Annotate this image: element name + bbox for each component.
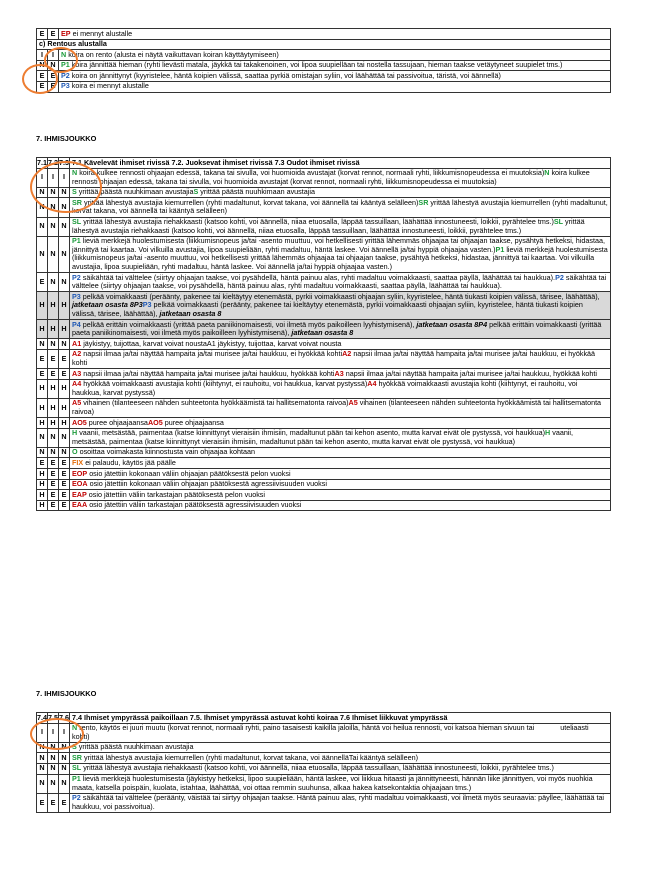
score-cell: E xyxy=(48,458,59,469)
table-body xyxy=(37,168,611,511)
description-text: napsii ilmaa ja/tai näyttää hampaita ja/tai murisee ja/tai haukkuu, hyökkää kohti xyxy=(345,368,598,378)
code-label: EOP xyxy=(72,468,88,478)
score-cell: N xyxy=(59,774,70,793)
code-label: EAP xyxy=(72,489,87,499)
description-text: yrittää lähestyä avustajia riehakkaasti (katsoo kohti, voi äännellä, niiaa etuosalla, läppää tassuillaan, läähättää innostuneesti, loikkii, pyrähtelee tms.) xyxy=(83,217,554,227)
code-label: SR xyxy=(418,197,429,207)
description-text: yrittää päästä nuuhkimaan avustajia xyxy=(78,187,194,197)
description-cell xyxy=(70,458,611,469)
score-cell: I xyxy=(48,168,59,187)
continuation-note: jatketaan osasta 8P4 xyxy=(416,319,488,329)
description-cell xyxy=(70,379,611,398)
code-label: A5 xyxy=(72,398,82,408)
score-cell: H xyxy=(37,418,48,429)
score-cell: E xyxy=(37,349,48,368)
score-cell: I xyxy=(59,168,70,187)
code-label: SL xyxy=(553,217,564,227)
score-cell: H xyxy=(37,490,48,501)
code-label: P2 xyxy=(72,793,81,803)
score-cell: E xyxy=(48,500,59,511)
table-row xyxy=(37,198,611,217)
score-cell: E xyxy=(48,369,59,380)
score-cell: I xyxy=(48,50,59,61)
description-text: osio jätettiin kokonaan väliin ohjaajan päätöksestä agressiivisuuden vuoksi xyxy=(89,479,327,489)
table-row xyxy=(37,723,611,742)
code-label: N xyxy=(61,49,67,59)
description-text: vihainen (tilanteeseen nähden suhteetonta hyökkäämistä tai hallitsematonta raivoa) xyxy=(83,398,349,408)
description-text: napsii ilmaa ja/tai näyttää hampaita ja/tai murisee ja/tai haukkuu, ei hyökkää kohti xyxy=(72,349,596,367)
code-label: A2 xyxy=(342,349,352,359)
table-row xyxy=(37,217,611,236)
description-cell xyxy=(70,217,611,236)
score-cell: H xyxy=(59,320,70,339)
score-cell: E xyxy=(48,490,59,501)
description-text: napsii ilmaa ja/tai näyttää hampaita ja/tai murisee ja/tai haukkuu, hyökkää kohti xyxy=(83,368,335,378)
description-text: yrittää lähestyä avustajia kiemurrellen (ryhti madaltunut, korvat takana, voi äännellä tai kääntyä selälleen) xyxy=(84,197,419,207)
score-cell: E xyxy=(59,458,70,469)
code-label: P3 xyxy=(142,300,152,310)
table-header-row xyxy=(37,158,611,169)
description-cell xyxy=(70,418,611,429)
score-cell: H xyxy=(59,398,70,417)
code-label: H xyxy=(545,428,551,438)
table-row xyxy=(37,187,611,198)
code-label: A4 xyxy=(72,379,82,389)
description-cell xyxy=(70,320,611,339)
description-text: säikähtää tai välttelee (peräänty, väistää tai siirtyy ohjaajan taakse. Häntä painuu alas, ryhti madaltuu voimakkaasti, voi ilmetä myös seuraavia: päyllee, läähättää tai haukkuu, voi passivoitua). xyxy=(72,793,605,811)
continuation-note: jatketaan osasta 8 xyxy=(159,309,222,318)
score-cell: I xyxy=(37,723,48,742)
score-cell: N xyxy=(48,753,59,764)
score-cell: N xyxy=(59,428,70,447)
score-cell: N xyxy=(48,763,59,774)
score-cell: N xyxy=(37,742,48,753)
score-cell: N xyxy=(48,742,59,753)
score-cell: N xyxy=(59,187,70,198)
table-row xyxy=(37,469,611,480)
code-label: AO5 xyxy=(147,417,163,427)
description-text: yrittää lähestyä avustajia kiemurrellen (ryhti madaltunut, korvat takana, voi äännellä tai kääntyä selälleen) xyxy=(72,197,608,216)
description-text: napsii ilmaa ja/tai näyttää hampaita ja/tai murisee ja/tai haukkuu, ei hyökkää kohti xyxy=(83,349,343,359)
score-cell: N xyxy=(48,447,59,458)
score-cell: E xyxy=(59,479,70,490)
table-row xyxy=(37,500,611,511)
score-cell: H xyxy=(37,469,48,480)
score-cell: N xyxy=(48,217,59,236)
score-cell: H xyxy=(48,418,59,429)
description-text: lieviä merkkejä huolestumisesta (liikkumisnopeus ja/tai -asento muuttuu, voi hetkellisesti yrittää lähemmäs ohjaajaa tai ohjaajan taakse, pysähtyä hetkeksi, hidastaa, jännittyä tai kaartaa. Voi vilkuilla avustajia, lipoa suupieliään, ryhti madaltuu, häntä laskee. Voi äännellä ja/tai hyppiä ohjaajaa vasten.) xyxy=(72,244,608,272)
score-cell: E xyxy=(59,793,70,812)
code-label: A3 xyxy=(334,368,344,378)
score-cell: E xyxy=(37,71,48,82)
score-cell: E xyxy=(48,479,59,490)
description-cell xyxy=(70,447,611,458)
code-label: EAA xyxy=(72,500,88,510)
description-text: vaanii, metsästää, paimentaa (katse kiinnittynyt vieraisiin ihmisiin, madaltunut pään tai kehon asento, mutta karvat eivät ole pystyssä, voi haukkua) xyxy=(79,428,546,438)
description-text: vihainen (tilanteeseen nähden suhteetonta hyökkäämistä tai hallitsematonta raivoa) xyxy=(72,398,602,416)
section-header: c) Rentous alustalla xyxy=(37,39,611,50)
description-text: puree ohjaajaansa xyxy=(164,417,224,427)
code-label: P2 xyxy=(72,272,81,282)
score-cell: H xyxy=(59,418,70,429)
description-cell xyxy=(70,187,611,198)
description-text: rento, käytös ei juuri muutu (korvat rennot, normaali ryhti, paino tasaisesti kaikilla jaloilla, häntä voi heilua rennosti, voi katsoa hieman sivuun tai xyxy=(79,723,535,733)
table-row xyxy=(37,292,611,320)
table-row xyxy=(37,168,611,187)
score-cell: H xyxy=(48,292,59,320)
score-cell: H xyxy=(37,320,48,339)
code-label: A1 xyxy=(72,338,82,348)
table-row xyxy=(37,490,611,501)
description-text: koira kulkee rennosti ohjaajan edessä, takana tai sivulla, voi huomioida avustajat (korvat rennot, normaali ryhti, liikkumisnopeudessa ei muutoksia) xyxy=(79,168,545,178)
score-cell: N xyxy=(48,774,59,793)
description-cell xyxy=(70,763,611,774)
description-cell xyxy=(70,479,611,490)
table-row xyxy=(37,349,611,368)
table-row xyxy=(37,793,611,812)
score-cell: N xyxy=(59,198,70,217)
score-cell: E xyxy=(37,273,48,292)
description-cell xyxy=(70,168,611,187)
column-header: 7.6 xyxy=(59,712,69,722)
score-cell: N xyxy=(48,236,59,272)
score-cell: N xyxy=(37,217,48,236)
score-cell: H xyxy=(48,398,59,417)
description-cell xyxy=(70,349,611,368)
description-cell xyxy=(59,81,611,92)
score-cell: E xyxy=(37,793,48,812)
description-text: yrittää päästä nuuhkimaan avustajia xyxy=(200,187,315,197)
table-row xyxy=(37,369,611,380)
score-cell: N xyxy=(48,339,59,350)
score-cell: E xyxy=(59,500,70,511)
table-row xyxy=(37,428,611,447)
column-header: 7.5 xyxy=(48,712,58,722)
description-text: yrittää lähestyä avustajia kiemurrellen (ryhti madaltunut, korvat takana, voi äännelläTai kääntyä selälleen) xyxy=(84,752,418,762)
description-text: ei palaudu, käytös jää päälle xyxy=(85,457,176,467)
score-cell: H xyxy=(37,379,48,398)
code-label: N xyxy=(72,723,78,733)
rentous-table xyxy=(36,28,611,93)
code-label: FIX xyxy=(72,457,84,467)
description-text: ei mennyt alustalle xyxy=(72,28,133,38)
column-header: 7.1 Kävelevät ihmiset rivissä 7.2. Juoksevat ihmiset rivissä 7.3 Oudot ihmiset rivissä xyxy=(70,158,611,169)
table-row xyxy=(37,339,611,350)
table-body xyxy=(37,723,611,812)
score-cell: E xyxy=(48,469,59,480)
score-cell: I xyxy=(59,723,70,742)
description-cell xyxy=(70,398,611,417)
code-label: AO5 xyxy=(72,417,87,427)
table-header-row xyxy=(37,713,611,724)
description-cell xyxy=(59,60,611,71)
table-row xyxy=(37,479,611,490)
description-text: lieviä merkkejä huolestumisesta (jäykistyy hetkeksi, lipoo suupieliään, häntä laskee, voi liikkua hitaasti ja jännittyneesti, hännän liike jännittyen, voi myös nuohkia maata, katsella poispäin, kuolata, istahtaa, läähättää, voi ottaa remmin suuhunsa, alkaa hakea katsekontaktia ohjaajaan tms.) xyxy=(72,774,593,792)
description-text: pelkää erittäin voimakkaasti (yrittää paeta paniikinomaisesti, voi ilmetä myös paikoilleen lyyhistymisenä), xyxy=(82,319,415,329)
description-cell xyxy=(70,369,611,380)
description-text: hyökkää voimakkaasti avustajia kohti (kiihtynyt, ei rauhoitu, voi haukkua, karvat pystyssä) xyxy=(83,379,368,389)
table-row xyxy=(37,753,611,764)
table-row xyxy=(37,398,611,417)
description-text: osio jätettiin väliin tarkastajan päätöksestä agressiivisuuden vuoksi xyxy=(89,500,302,510)
description-text: säikähtää tai välttelee (siirtyy ohjaajan taakse, voi pysähdellä, häntä painuu alas, ryhti madaltuu voimakkaasti, saattaa päyllä, läähättää tai haukkua). xyxy=(82,272,556,282)
description-text: osio jätettiin väliin tarkastajan päätöksestä pelon vuoksi xyxy=(88,489,265,499)
description-text: uteliaasti kohti) xyxy=(72,723,589,741)
description-text: koira on rento (alusta ei näytä vaikuttavan koiran käyttäytymiseen) xyxy=(68,49,279,59)
code-label: SL xyxy=(72,763,82,773)
column-header: 7.1 xyxy=(37,157,47,167)
table-row xyxy=(37,763,611,774)
description-cell xyxy=(70,469,611,480)
code-label: S xyxy=(193,187,199,197)
score-cell: N xyxy=(37,447,48,458)
section-header-row xyxy=(37,39,611,50)
code-label: A2 xyxy=(72,349,82,359)
description-cell xyxy=(70,292,611,320)
section-title: 7. IHMISJOUKKO xyxy=(36,134,97,143)
score-cell: N xyxy=(59,236,70,272)
score-cell: N xyxy=(37,198,48,217)
table-row xyxy=(37,273,611,292)
description-text: koira jännittää hieman (ryhti lievästi matala, jäykkä tai takakenoinen, voi lipoa suupielläan tai nostella tassujaan, hieman taakse vetäytyneet suupielet tms.) xyxy=(71,60,563,70)
column-header: 7.3 xyxy=(59,157,69,167)
table-row xyxy=(37,447,611,458)
score-cell: N xyxy=(48,428,59,447)
code-label: SL xyxy=(72,217,82,227)
description-text: koira kulkee rennosti ohjaajan edessä, takana tai sivulla, voi huomioida avustajat (korvat rennot, normaali ryhti, liikkumisnopeudessa ei muutoksia) xyxy=(72,168,590,186)
score-cell: E xyxy=(48,81,59,92)
description-cell xyxy=(70,753,611,764)
table-row xyxy=(37,742,611,753)
ihmisjoukko-table-2 xyxy=(36,712,611,813)
score-cell: N xyxy=(37,60,48,71)
score-cell: N xyxy=(59,273,70,292)
description-text: osio jätettiin kokonaan väliin ohjaajan päätöksestä pelon vuoksi xyxy=(89,468,291,478)
description-cell xyxy=(70,236,611,272)
ihmisjoukko-table-1 xyxy=(36,157,611,511)
table-row xyxy=(37,71,611,82)
table-row xyxy=(37,379,611,398)
code-label: P3 xyxy=(61,81,70,91)
description-text: pelkää voimakkaasti (peräänty, pakenee tai kieltäytyy etenemästä, pyrkii voimakkaasti ohjaajan syliin, kyyristelee, häntä tiukasti koipien välissä, tärisee, läähättää), xyxy=(82,291,600,301)
column-header: 7.4 xyxy=(37,712,47,722)
code-label: S xyxy=(72,187,77,197)
table-row xyxy=(37,418,611,429)
score-cell: N xyxy=(59,742,70,753)
continuation-note: jatketaan osasta 8P3 xyxy=(72,300,143,310)
code-label: EP xyxy=(61,28,71,38)
score-cell: H xyxy=(48,379,59,398)
description-cell xyxy=(70,723,611,742)
description-cell xyxy=(70,774,611,793)
score-cell: I xyxy=(37,50,48,61)
code-label: SR xyxy=(72,197,82,207)
score-cell: N xyxy=(37,236,48,272)
score-cell: E xyxy=(48,29,59,40)
table-row xyxy=(37,60,611,71)
description-text: lieviä merkkejä huolestumisesta (liikkumisnopeus ja/tai -asento muuttuu, voi hetkellisesti yrittää lähemmäs ohjaajaa tai ohjaajan taakse, pysähtyä hetkeksi, hidastaa, jännittyä tai kaartaa. Voi vilkuilla avustajia, lipoa suupieliään, ryhti madaltuu, häntä laskee. Voi äännellä ja/tai hyppiä ohjaajaa vasten.) xyxy=(72,236,605,254)
code-label: P3 xyxy=(72,291,81,301)
description-text: vaanii, metsästää, paimentaa (katse kiinnittynyt vieraisiin ihmisiin, madaltunut pään tai kehon asento, mutta karvat eivät ole pystyssä, voi haukkua) xyxy=(72,428,574,446)
table-row xyxy=(37,320,611,339)
code-label: O xyxy=(72,447,78,457)
score-cell: I xyxy=(37,168,48,187)
score-cell: N xyxy=(37,753,48,764)
score-cell: H xyxy=(48,320,59,339)
table-row xyxy=(37,81,611,92)
score-cell: H xyxy=(37,479,48,490)
description-text: osoittaa voimakasta kiinnostusta vain ohjaajaa kohtaan xyxy=(79,447,255,457)
description-text: yrittää lähestyä avustajia riehakkaasti (katsoo kohti, voi äännellä, niiaa etuosalla, läppää tassuillaan, läähättää innostuneesti, loikkii, pyrähtelee tms.) xyxy=(83,763,554,773)
score-cell: N xyxy=(37,187,48,198)
code-label: P1 xyxy=(61,60,70,70)
code-label: A4 xyxy=(367,379,377,389)
code-label: N xyxy=(544,168,550,178)
code-label: P1 xyxy=(72,774,81,784)
score-cell: H xyxy=(37,398,48,417)
description-cell xyxy=(59,29,611,40)
score-cell: E xyxy=(59,490,70,501)
description-text: puree ohjaajaansa xyxy=(88,417,148,427)
description-text: jäykistyy, tuijottaa, karvat voivat nousta xyxy=(217,338,342,348)
description-text: yrittää päästä nuuhkimaan avustajia xyxy=(78,742,194,752)
code-label: A5 xyxy=(348,398,358,408)
section-title: 7. IHMISJOUKKO xyxy=(36,689,97,698)
description-text: hyökkää voimakkaasti avustajia kohti (kiihtynyt, ei rauhoitu, voi haukkua, karvat pystyssä) xyxy=(72,379,578,397)
description-text: säikähtää tai välttelee (siirtyy ohjaajan taakse, voi pysähdellä, häntä painuu alas, ryhti madaltuu voimakkaasti, saattaa päyllä, läähättää tai haukkua). xyxy=(72,272,607,291)
score-cell: E xyxy=(37,29,48,40)
score-cell: E xyxy=(59,469,70,480)
description-cell xyxy=(70,198,611,217)
description-cell xyxy=(59,50,611,61)
score-cell: N xyxy=(37,428,48,447)
description-text: yrittää lähestyä avustajia riehakkaasti (katsoo kohti, voi äännellä, niiaa etuosalla, läppää tassuillaan, läähättää innostuneesti, loikkii, pyrähtelee tms.) xyxy=(72,217,585,235)
description-text: koira ei mennyt alustalle xyxy=(71,81,149,91)
score-cell: N xyxy=(37,339,48,350)
description-text: pelkää voimakkaasti (peräänty, pakenee tai kieltäytyy etenemästä, pyrkii voimakkaasti ohjaajan syliin, kyyristelee, häntä tiukasti koipien välissä, tärisee, läähättää), xyxy=(72,300,583,318)
description-cell xyxy=(70,742,611,753)
code-label: P1 xyxy=(72,236,81,246)
continuation-note: jatketaan osasta 8 xyxy=(291,328,354,338)
score-cell: N xyxy=(37,763,48,774)
description-text: koira on jännittynyt (kyyristelee, häntä koipien välissä, saattaa pyrkiä omistajan syliin, voi läähättää tai passivoitua, täristä, voi äännellä) xyxy=(71,70,501,80)
table-row xyxy=(37,236,611,272)
description-cell xyxy=(70,339,611,350)
description-cell xyxy=(70,273,611,292)
table-row xyxy=(37,29,611,40)
score-cell: E xyxy=(37,458,48,469)
score-cell: E xyxy=(48,71,59,82)
score-cell: E xyxy=(37,81,48,92)
score-cell: N xyxy=(37,774,48,793)
score-cell: N xyxy=(48,60,59,71)
code-label: A3 xyxy=(72,368,82,378)
score-cell: E xyxy=(48,793,59,812)
column-header: 7.4 Ihmiset ympyrässä paikoillaan 7.5. Ihmiset ympyrässä astuvat kohti koiraa 7.6 Ihmiset liikkuvat ympyrässä xyxy=(70,713,611,724)
code-label: P4 xyxy=(72,319,81,329)
score-cell: E xyxy=(59,369,70,380)
table-row xyxy=(37,774,611,793)
description-cell xyxy=(70,500,611,511)
code-label: P2 xyxy=(555,272,564,282)
code-label: N xyxy=(72,168,78,178)
score-cell: E xyxy=(48,349,59,368)
description-text: pelkää erittäin voimakkaasti (yrittää paeta paniikinomaisesti, voi ilmetä myös paikoilleen lyyhistymisenä), xyxy=(72,319,602,338)
table-row xyxy=(37,458,611,469)
score-cell: H xyxy=(37,292,48,320)
code-label: EOA xyxy=(72,479,88,489)
score-cell: I xyxy=(48,723,59,742)
score-cell: N xyxy=(59,217,70,236)
score-cell: N xyxy=(48,273,59,292)
score-cell: N xyxy=(48,198,59,217)
score-cell: N xyxy=(59,763,70,774)
description-text: jäykistyy, tuijottaa, karvat voivat noustaA1 xyxy=(83,338,216,348)
score-cell: N xyxy=(59,447,70,458)
description-cell xyxy=(70,793,611,812)
score-cell: E xyxy=(37,369,48,380)
score-cell: N xyxy=(59,339,70,350)
code-label: P1 xyxy=(495,244,505,254)
description-cell xyxy=(59,71,611,82)
column-header: 7.2 xyxy=(48,157,58,167)
score-cell: N xyxy=(48,187,59,198)
score-cell: N xyxy=(59,753,70,764)
code-label: P2 xyxy=(61,70,70,80)
description-cell xyxy=(70,428,611,447)
code-label: SR xyxy=(72,752,82,762)
score-cell: H xyxy=(59,292,70,320)
score-cell: H xyxy=(37,500,48,511)
score-cell: E xyxy=(59,349,70,368)
table-row xyxy=(37,50,611,61)
code-label: S xyxy=(72,742,77,752)
code-label: H xyxy=(72,428,78,438)
description-cell xyxy=(70,490,611,501)
score-cell: H xyxy=(59,379,70,398)
